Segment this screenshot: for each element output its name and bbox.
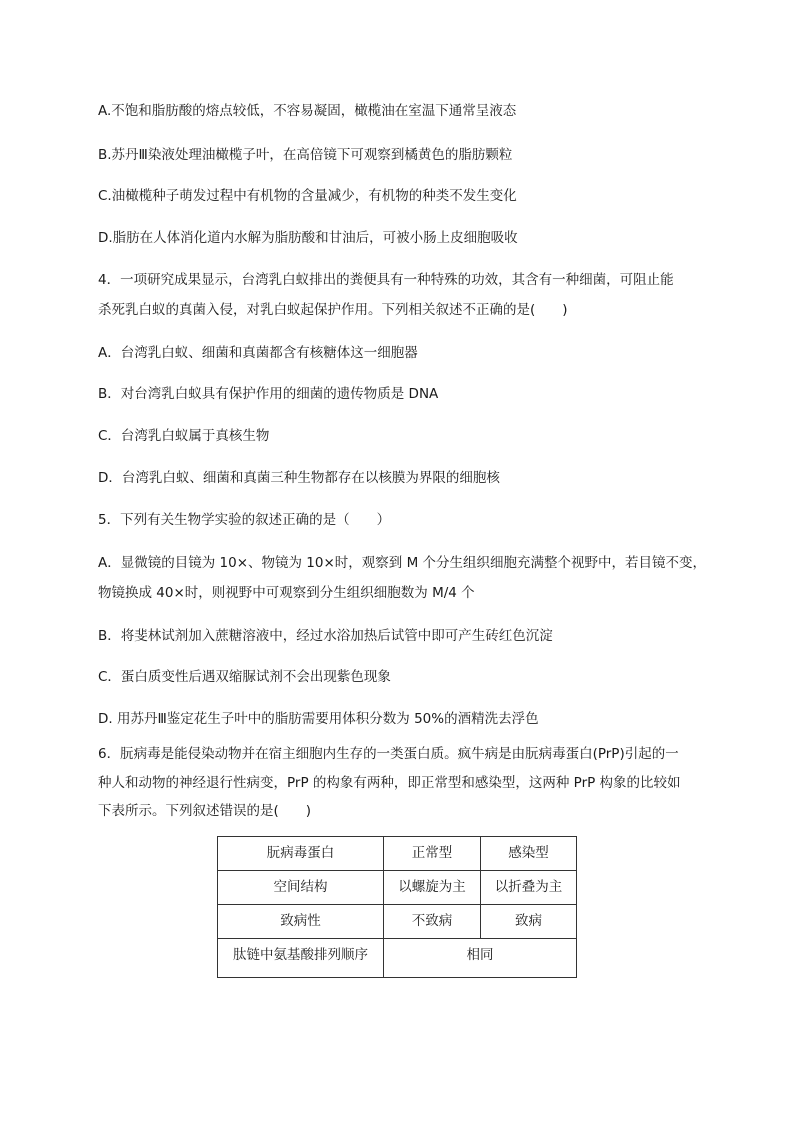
q3-option-b: B.苏丹Ⅲ染液处理油橄榄子叶，在高倍镜下可观察到橘黄色的脂肪颗粒 (98, 147, 513, 163)
table-header-cell: 朊病毒蛋白 (218, 837, 384, 871)
table-cell: 致病性 (218, 905, 384, 939)
table-row (218, 837, 577, 871)
table-row (218, 905, 577, 939)
q6-stem-line2: 种人和动物的神经退行性病变，PrP 的构象有两种，即正常型和感染型，这两种 PrP 构象的比较如 (98, 775, 681, 791)
q5-option-d: D. 用苏丹Ⅲ鉴定花生子叶中的脂肪需要用体积分数为 50%的酒精洗去浮色 (98, 711, 539, 727)
q4-option-d: D．台湾乳白蚁、细菌和真菌三种生物都存在以核膜为界限的细胞核 (98, 470, 500, 486)
table-header-cell: 感染型 (481, 837, 577, 871)
q5-option-a-line2: 物镜换成 40×时，则视野中可观察到分生组织细胞数为 M/4 个 (98, 585, 475, 601)
prion-comparison-table (217, 836, 577, 978)
table-cell: 以折叠为主 (481, 871, 577, 905)
q5-option-a-line1: A．显微镜的目镜为 10×、物镜为 10×时，观察到 M 个分生组织细胞充满整个视野中，若目镜不变， (98, 555, 707, 571)
q4-stem-line2: 杀死乳白蚁的真菌入侵，对乳白蚁起保护作用。下列相关叙述不正确的是( ) (98, 302, 568, 318)
table-cell: 致病 (481, 905, 577, 939)
q6-stem-line3: 下表所示。下列叙述错误的是( ) (98, 803, 312, 819)
q3-option-c: C.油橄榄种子萌发过程中有机物的含量减少，有机物的种类不发生变化 (98, 188, 517, 204)
q4-option-c: C．台湾乳白蚁属于真核生物 (98, 428, 270, 444)
q4-stem-line1: 4．一项研究成果显示，台湾乳白蚁排出的粪便具有一种特殊的功效，其含有一种细菌，可阻止能 (98, 272, 674, 288)
q3-option-d: D.脂肪在人体消化道内水解为脂肪酸和甘油后，可被小肠上皮细胞吸收 (98, 230, 518, 246)
table-cell: 空间结构 (218, 871, 384, 905)
q5-option-b: B．将斐林试剂加入蔗糖溶液中，经过水浴加热后试管中即可产生砖红色沉淀 (98, 628, 553, 644)
table-header-cell: 正常型 (384, 837, 481, 871)
table-cell: 肽链中氨基酸排列顺序 (218, 939, 384, 978)
q5-option-c: C．蛋白质变性后遇双缩脲试剂不会出现紫色现象 (98, 669, 391, 685)
table-cell-merged: 相同 (384, 939, 577, 978)
table-cell: 以螺旋为主 (384, 871, 481, 905)
table-cell: 不致病 (384, 905, 481, 939)
q5-stem: 5．下列有关生物学实验的叙述正确的是（ ） (98, 512, 391, 528)
q6-stem-line1: 6．朊病毒是能侵染动物并在宿主细胞内生存的一类蛋白质。疯牛病是由朊病毒蛋白(PrP)引起的一 (98, 746, 679, 762)
q4-option-b: B．对台湾乳白蚁具有保护作用的细菌的遗传物质是 DNA (98, 386, 439, 402)
table-row (218, 871, 577, 905)
q3-option-a: A.不饱和脂肪酸的熔点较低，不容易凝固，橄榄油在室温下通常呈液态 (98, 103, 517, 119)
q4-option-a: A．台湾乳白蚁、细菌和真菌都含有核糖体这一细胞器 (98, 345, 418, 361)
table-row (218, 939, 577, 978)
